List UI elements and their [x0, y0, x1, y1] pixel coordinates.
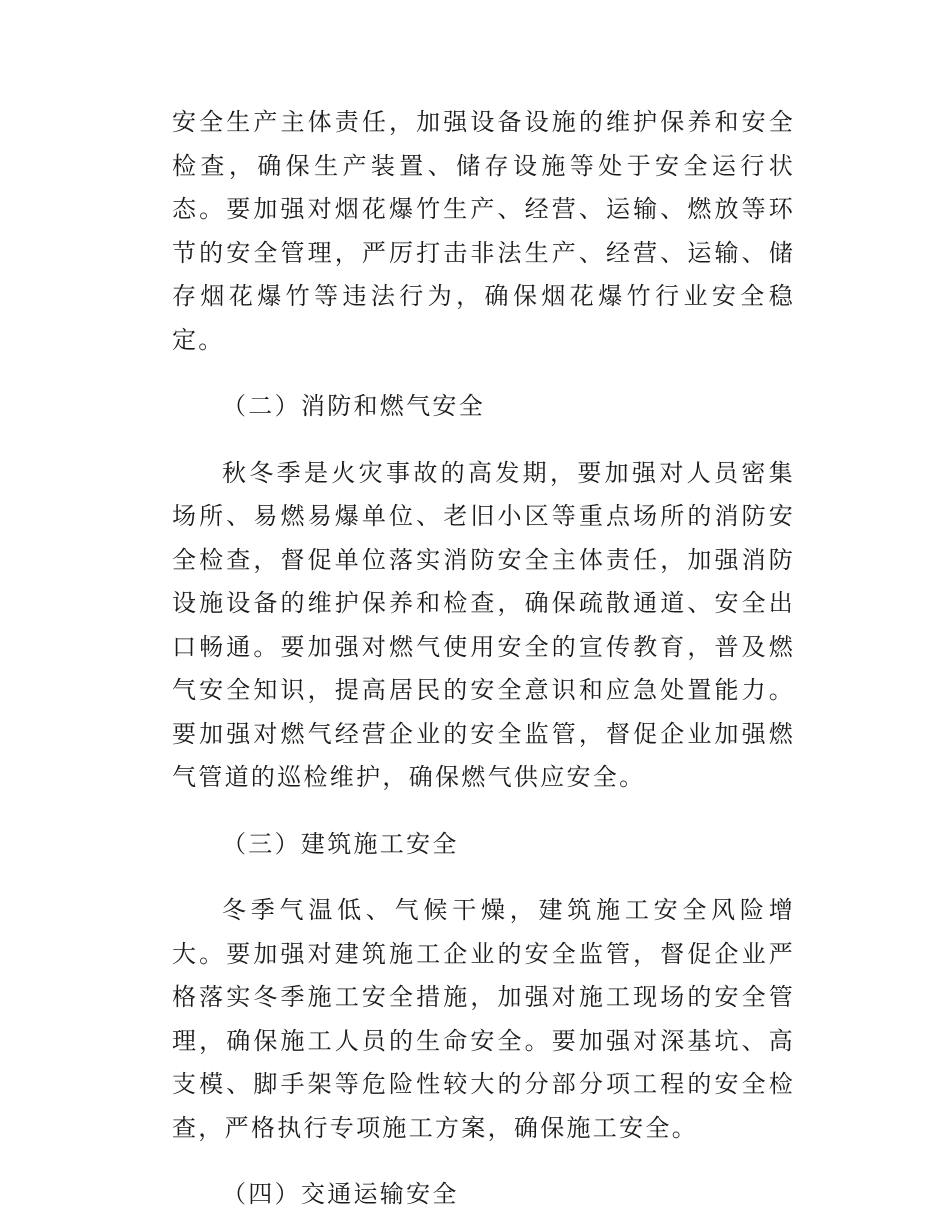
heading-construction-safety: （三）建筑施工安全 — [222, 829, 459, 858]
heading-fire-and-gas-safety: （二）消防和燃气安全 — [222, 392, 485, 420]
paragraph-construction-safety: 冬季气温低、气候干燥，建筑施工安全风险增大。要加强对建筑施工企业的安全监管，督促企业严格落实冬季施工安全措施，加强对施工现场的安全管理，确保施工人员的生命安全。要加强对深基坑、高支模、脚手架等危险性较大的分部分项工程的安全检查，严格执行专项施工方案，确保施工安全。 — [172, 896, 795, 1142]
document-page — [172, 101, 795, 1217]
paragraph-fireworks-safety: 安全生产主体责任，加强设备设施的维护保养和安全检查，确保生产装置、储存设施等处于安全运行状态。要加强对烟花爆竹生产、经营、运输、燃放等环节的安全管理，严厉打击非法生产、经营、运输、储存烟花爆竹等违法行为，确保烟花爆竹行业安全稳定。 — [172, 108, 795, 354]
heading-transport-safety: （四）交通运输安全 — [222, 1180, 459, 1208]
paragraph-fire-and-gas-safety: 秋冬季是火灾事故的高发期，要加强对人员密集场所、易燃易爆单位、老旧小区等重点场所的消防安全检查，督促单位落实消防安全主体责任，加强消防设施设备的维护保养和检查，确保疏散通道、安全出口畅通。要加强对燃气使用安全的宣传教育，普及燃气安全知识，提高居民的安全意识和应急处置能力。要加强对燃气经营企业的安全监管，督促企业加强燃气管道的巡检维护，确保燃气供应安全。 — [172, 458, 795, 791]
